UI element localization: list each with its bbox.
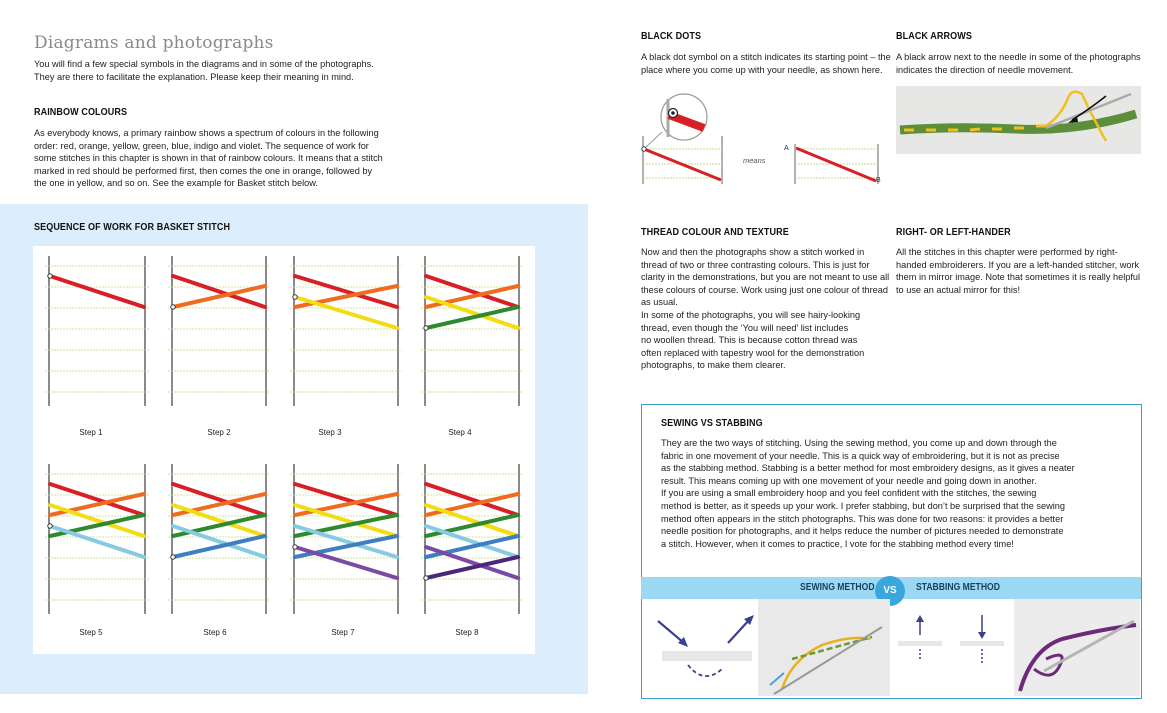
rainbow-text: As everybody knows, a primary rainbow shows a spectrum of colours in the following order: red, orange, yellow, green, blue, indigo and violet. The sequence of work for some stitches in this chapter is shown in that of rainbow colours. It means that a stitch marked in red should be performed first, then comes the one in orange, followed by the one in yellow, and so on. See the example for Basket stitch below.	[34, 128, 383, 189]
stitch-line	[50, 276, 144, 307]
sequence-heading: SEQUENCE OF WORK FOR BASKET STITCH	[34, 221, 231, 233]
vs-badge: VS	[875, 576, 905, 606]
hander-text: All the stitches in this chapter were performed by right- handed embroiderers. If you are a left-handed stitcher, work them in mirror image. Note that sometimes it is really helpful to use an actual mirror for this!	[896, 247, 1141, 295]
start-dot-icon	[171, 305, 175, 309]
step-label: Step 3	[318, 428, 342, 437]
down-arrow-icon	[658, 621, 684, 643]
hander-heading: RIGHT- OR LEFT-HANDER	[896, 226, 1011, 238]
start-dot-icon	[424, 576, 428, 580]
needle-arrow-photo	[896, 86, 1141, 154]
step-label: Step 4	[448, 428, 472, 437]
step-label: Step 6	[203, 628, 227, 637]
rainbow-heading: RAINBOW COLOURS	[34, 106, 128, 118]
thread-heading: THREAD COLOUR AND TEXTURE	[641, 226, 789, 238]
basket-stitch-diagrams	[33, 246, 535, 654]
black-dots-heading: BLACK DOTS	[641, 30, 702, 42]
means-label: means	[743, 156, 766, 165]
start-dot-icon	[424, 326, 428, 330]
black-arrows-heading: BLACK ARROWS	[896, 30, 972, 42]
sewing-heading: SEWING VS STABBING	[661, 417, 763, 429]
page-title: Diagrams and photographs	[34, 33, 274, 53]
step-label: Step 5	[79, 628, 103, 637]
black-arrows-text: A black arrow next to the needle in some of the photographs indicates the direction of needle movement.	[896, 52, 1141, 75]
basket-stitch-diagram-area	[33, 246, 535, 654]
point-b-label: B	[876, 177, 881, 184]
thread-text: Now and then the photographs show a stitch worked in thread of two or three contrasting colours. This is just for clarity in the demonstrations, but you are not meant to use all these colours of course. Work using just one colour of thread as usual. In some of the photographs, you will see hairy-looking thread, even though the ‘You will need’ list includes no woollen thread. This is because cotton thread was often replaced with tapestry wool for the demonstration photographs, to make them clearer.	[641, 247, 890, 371]
black-dot-diagram	[638, 92, 888, 188]
stabbing-method-label: STABBING METHOD	[916, 582, 1000, 593]
step-label: Step 1	[79, 428, 103, 437]
start-dot-icon	[293, 295, 297, 299]
start-dot-icon	[48, 274, 52, 278]
start-dot-icon	[171, 555, 175, 559]
step-label: Step 8	[455, 628, 479, 637]
start-dot-icon	[293, 545, 297, 549]
sewing-text: They are the two ways of stitching. Using the sewing method, you come up and down through the fabric in one movement of your needle. This is a quick way of embroidering, but it is not as precise as the stabbing method. Stabbing is a better method for most embroidery designs, as it gives a neater result. This means coming up with one movement of your needle and going down in another. If you are using a small embroidery hoop and you feel confident with the stitches, the sewing method is better, as it speeds up your work. I prefer stabbing, but don’t be surprised that the sewing method often appears in the stitch photographs. This was done for two reasons: it provides a better needle position for photographs, and it helps reduce the number of pictures needed to demonstrate a stitch. However, when it comes to practice, I vote for the stabbing method every time!	[661, 438, 1075, 549]
sewing-method-label: SEWING METHOD	[800, 582, 875, 593]
up-arrow-icon	[728, 619, 750, 643]
step-label: Step 2	[207, 428, 231, 437]
point-a-label: A	[784, 145, 789, 152]
method-illustrations	[642, 599, 1140, 696]
step-label: Step 7	[331, 628, 355, 637]
start-dot-icon	[48, 524, 52, 528]
intro-text: You will find a few special symbols in the diagrams and in some of the photographs. They are there to facilitate the explanation. Please keep their meaning in mind.	[34, 59, 374, 82]
black-dots-text: A black dot symbol on a stitch indicates its starting point – the place where you come up with your needle, as shown here.	[641, 52, 891, 75]
